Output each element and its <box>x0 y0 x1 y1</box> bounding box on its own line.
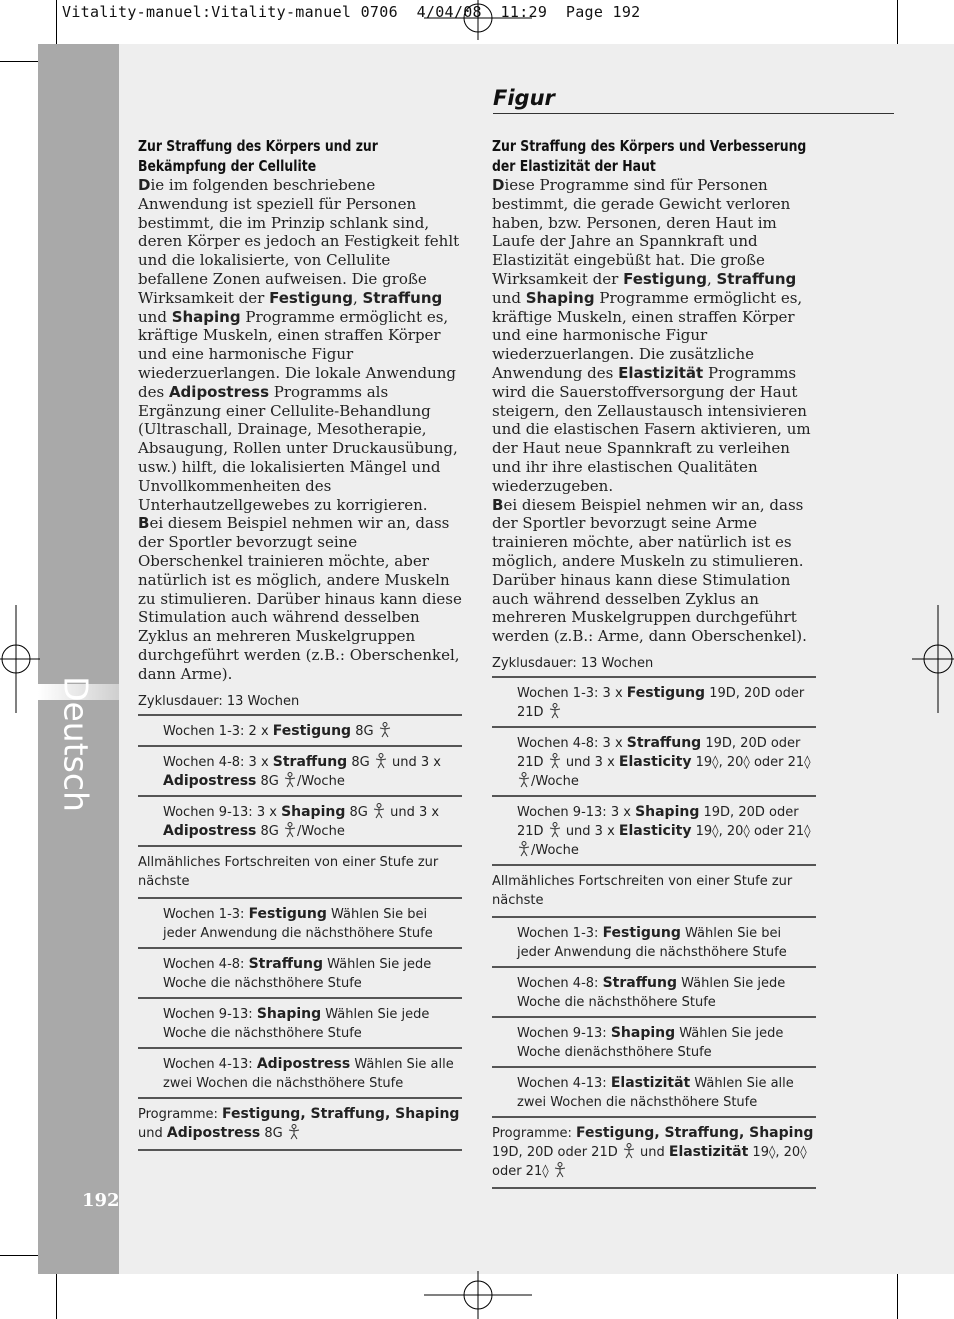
registration-mark-icon <box>424 0 532 40</box>
electrode-figure-icon <box>374 753 388 769</box>
text: 8G <box>351 723 374 739</box>
text: und <box>138 1125 167 1141</box>
text: Wochen 9-13: <box>163 1006 257 1022</box>
text: und 3 x <box>387 754 441 770</box>
crop-mark <box>56 1271 57 1319</box>
printer-header: Vitality-manuel:Vitality-manuel 0706 4/04/08 11:29 Page 192 <box>62 3 641 21</box>
text: Wochen 4-8: <box>517 975 603 991</box>
text: und <box>492 288 526 307</box>
plan-row <box>492 797 816 866</box>
electrode-figure-icon <box>372 803 386 819</box>
text: 8G <box>256 823 283 839</box>
text: 8G <box>260 1125 287 1141</box>
drop-letter: B <box>138 514 150 533</box>
text: Wählen Sie bei jeder Anwendung die nächsthöhere Stufe <box>163 906 433 941</box>
text: ie im folgenden beschriebene Anwendung ist speziell für Personen bestimmt, die im Prinzip schlank sind, deren Körper es jedoch an Festigkeit fehlt und die lokalisierte, von Cellulite befallene Zonen aufweisen. Die große Wirksamkeit der <box>138 176 460 307</box>
progress-row <box>138 1049 462 1099</box>
program-name: Straffung <box>626 734 702 751</box>
progress-intro: Allmähliches Fortschreiten von einer Stufe zur nächste <box>492 866 816 918</box>
text: und 3 x <box>561 823 619 839</box>
text: 19◊, 20◊ oder 21◊ <box>492 1144 807 1179</box>
section-title: Figur <box>493 86 555 110</box>
program-name: Festigung <box>272 722 352 739</box>
text: /Woche <box>297 773 345 789</box>
program-name: Straffung <box>248 955 323 972</box>
text: 19D, 20D oder 21D <box>492 1144 622 1160</box>
text: 19D, 20D oder 21D <box>517 735 801 770</box>
text: Programms als Ergänzung einer Cellulite-Behandlung (Ultraschall, Drainage, Mesotherapie, Absaugung, Rollen unter Druckausübung, usw.) hilft, die lokalisierten Mängel und Unvollkommenheiten des Unterhautzellgewebes zu korrigieren. <box>138 382 458 514</box>
text: Wochen 1-3: <box>517 925 603 941</box>
right-column <box>492 136 816 1189</box>
text: Programme: <box>492 1125 577 1141</box>
electrode-figure-icon <box>622 1143 636 1159</box>
electrode-figure-icon <box>548 703 562 719</box>
drop-letter: B <box>492 495 504 514</box>
text: Wählen Sie alle zwei Wochen die nächsthöhere Stufe <box>163 1056 454 1091</box>
text: Wochen 9-13: <box>517 1025 611 1041</box>
program-name: Festigung <box>623 269 707 288</box>
text: Wählen Sie jede Woche dienächsthöhere Stufe <box>517 1025 784 1060</box>
text: und 3 x <box>385 804 440 820</box>
text: Wochen 4-8: <box>163 956 249 972</box>
programs-summary <box>138 1099 462 1151</box>
left-column <box>138 136 462 1151</box>
text: und <box>138 307 172 326</box>
text: Wochen 9-13: 3 x <box>163 804 282 820</box>
program-name: Shaping <box>256 1005 322 1022</box>
electrode-figure-icon <box>287 1124 301 1140</box>
left-paragraph-1 <box>138 176 462 514</box>
program-name: Shaping <box>525 288 595 307</box>
electrode-figure-icon <box>548 822 562 838</box>
text: Wählen Sie alle zwei Wochen die nächsthöhere Stufe <box>517 1075 794 1110</box>
text: Programms wird die Sauerstoffversorgung der Haut steigern, den Zellaustausch intensivieren und die elastischen Fasern aktivieren, um der Haut neue Spannkraft zu verleihen und ihr ihre elastischen Qualitäten wiederzugeben. <box>492 363 811 495</box>
progress-row <box>492 968 816 1018</box>
electrode-figure-icon <box>548 753 562 769</box>
text: 19◊, 20◊ oder 21◊ <box>691 823 811 839</box>
plan-row <box>138 716 462 747</box>
progress-row <box>492 1068 816 1118</box>
text: iese Programme sind für Personen bestimmt, die gerade Gewicht verloren haben, bzw. Personen, deren Haut im Laufe der Jahre an Spannkraft und Elastizität eingebüßt hat. Die große Wirksamkeit der <box>492 176 791 288</box>
left-heading: Zur Straffung des Körpers und zur Bekämpfung der Cellulite <box>138 137 378 175</box>
progress-row <box>138 899 462 949</box>
program-name: Festigung, Straffung, Shaping <box>576 1124 814 1141</box>
program-name: Elastizität <box>668 1143 749 1160</box>
program-name: Straffung <box>272 753 348 770</box>
text: Wählen Sie bei jeder Anwendung die nächsthöhere Stufe <box>517 925 787 960</box>
language-sidebar <box>38 44 119 1274</box>
program-name: Festigung <box>248 905 327 922</box>
program-name: Elastizität <box>618 363 704 382</box>
plan-row <box>492 728 816 797</box>
text: /Woche <box>531 842 579 858</box>
text: , <box>706 269 717 288</box>
progress-row <box>492 1018 816 1068</box>
program-name: Shaping <box>171 307 241 326</box>
text: Wochen 1-3: 2 x <box>163 723 273 739</box>
program-name: Festigung <box>269 288 353 307</box>
text: ei diesem Beispiel nehmen wir an, dass der Sportler bevorzugt seine Arme trainieren möchte, aber natürlich ist es möglich, andere Muskeln zu stimulieren. Darüber hinaus kann diese Stimulation auch während desselben Zyklus an mehreren Muskelgruppen durchgeführt werden (z.B.: Arme, dann Oberschenkel). <box>492 495 807 646</box>
program-name: Elasticity <box>618 753 692 770</box>
text: Wochen 9-13: 3 x <box>517 804 636 820</box>
cycle-duration: Zyklusdauer: 13 Wochen <box>138 693 300 709</box>
text: Wochen 4-13: <box>163 1056 257 1072</box>
electrode-figure-icon <box>517 772 531 788</box>
program-name: Straffung <box>602 974 677 991</box>
text: 8G <box>345 804 372 820</box>
program-name: Straffung <box>716 269 797 288</box>
programs-summary <box>492 1118 816 1189</box>
text: , <box>352 288 363 307</box>
crop-mark <box>897 0 898 48</box>
registration-mark-icon <box>0 605 40 713</box>
progress-row <box>138 949 462 999</box>
plan-row <box>492 678 816 728</box>
electrode-figure-icon <box>517 841 531 857</box>
text: /Woche <box>297 823 345 839</box>
program-name: Festigung <box>602 924 681 941</box>
text: Wochen 4-8: 3 x <box>517 735 627 751</box>
program-name: Shaping <box>610 1024 676 1041</box>
text: Programme ermöglicht es, kräftige Muskeln, einen straffen Körper und eine harmonische Figur wiederzuerlangen. Die lokale Anwendung des <box>138 307 457 401</box>
text: Wählen Sie jede Woche die nächsthöhere Stufe <box>163 956 432 991</box>
plan-row <box>138 747 462 797</box>
text: /Woche <box>531 773 579 789</box>
crop-mark <box>897 1271 898 1319</box>
electrode-figure-icon <box>378 722 392 738</box>
page-number: 192 <box>82 1190 120 1211</box>
drop-letter: D <box>138 176 151 194</box>
text: und <box>635 1144 669 1160</box>
text: Wählen Sie jede Woche die nächsthöhere Stufe <box>163 1006 430 1041</box>
text: Wochen 1-3: <box>163 906 249 922</box>
program-name: Adipostress <box>168 382 270 401</box>
program-name: Shaping <box>281 803 346 820</box>
program-name: Adipostress <box>256 1055 351 1072</box>
text: ei diesem Beispiel nehmen wir an, dass der Sportler bevorzugt seine Oberschenkel trainieren möchte, aber natürlich ist es möglich, andere Muskeln zu stimulieren. Darüber hinaus kann diese Stimulation auch während desselben Zyklus an mehreren Muskelgruppen durchgeführt werden (z.B.: Oberschenkel, dann Arme). <box>138 514 462 683</box>
text: 19◊, 20◊ oder 21◊ <box>691 754 811 770</box>
right-paragraph-2 <box>492 496 816 646</box>
text: 19D, 20D oder 21D <box>517 804 799 839</box>
registration-mark-icon <box>912 605 954 713</box>
right-heading: Zur Straffung des Körpers und Verbesserung der Elastizität der Haut <box>492 137 807 175</box>
electrode-figure-icon <box>553 1162 567 1178</box>
electrode-figure-icon <box>283 772 297 788</box>
plan-row <box>138 797 462 847</box>
electrode-figure-icon <box>283 822 297 838</box>
registration-mark-icon <box>424 1271 532 1319</box>
program-name: Elasticity <box>618 822 692 839</box>
text: 8G <box>256 773 283 789</box>
text: Wochen 4-13: <box>517 1075 611 1091</box>
left-paragraph-2 <box>138 514 462 683</box>
text: und 3 x <box>561 754 619 770</box>
text: Wochen 1-3: 3 x <box>517 685 627 701</box>
text: Programme ermöglicht es, kräftige Muskeln, einen straffen Körper und eine harmonische Figur wiederzuerlangen. Die zusätzliche Anwendung des <box>492 288 803 382</box>
right-paragraph-1 <box>492 176 816 496</box>
text: 19D, 20D oder 21D <box>517 685 805 720</box>
program-name: Straffung <box>362 288 443 307</box>
text: Wochen 4-8: 3 x <box>163 754 273 770</box>
progress-row <box>492 918 816 968</box>
progress-row <box>138 999 462 1049</box>
program-name: Adipostress <box>163 822 257 839</box>
crop-mark <box>56 0 57 48</box>
text: Programme: <box>138 1106 223 1122</box>
program-name: Elastizität <box>610 1074 691 1091</box>
text: Wählen Sie jede Woche die nächsthöhere Stufe <box>517 975 786 1010</box>
program-name: Festigung, Straffung, Shaping <box>222 1105 460 1122</box>
section-title-rule <box>493 113 894 114</box>
text: 8G <box>347 754 374 770</box>
cycle-duration: Zyklusdauer: 13 Wochen <box>492 655 654 671</box>
program-name: Shaping <box>635 803 700 820</box>
program-name: Festigung <box>626 684 706 701</box>
sidebar-language-label: Deutsch <box>56 676 96 812</box>
program-name: Adipostress <box>166 1124 261 1141</box>
progress-intro: Allmähliches Fortschreiten von einer Stufe zur nächste <box>138 847 462 899</box>
drop-letter: D <box>492 176 505 194</box>
program-name: Adipostress <box>163 772 257 789</box>
